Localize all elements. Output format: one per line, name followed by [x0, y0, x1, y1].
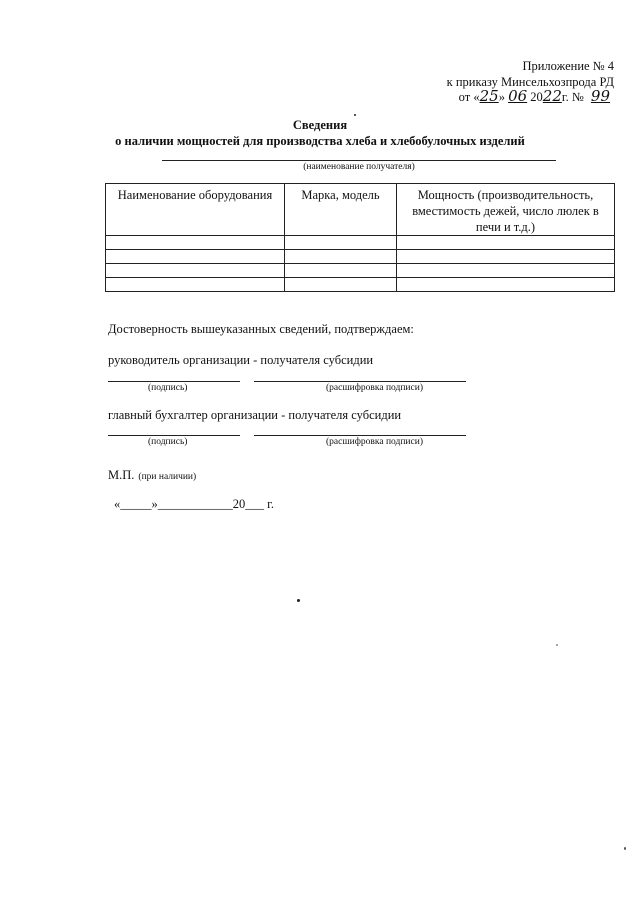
date-close-quote: » — [151, 497, 158, 511]
scan-speck — [556, 644, 558, 646]
order-reference: к приказу Минсельхозпрода РД — [446, 75, 614, 89]
handwritten-day: 25 — [479, 87, 499, 105]
header-capacity: Мощность (производительность, вместимость дежей, число люлек в печи и т.д.) — [397, 184, 615, 236]
close-quote: » — [498, 90, 505, 104]
table-cell[interactable] — [285, 250, 397, 264]
director-name-caption: (расшифровка подписи) — [326, 383, 423, 393]
table-row — [106, 278, 615, 292]
accountant-signature-line[interactable] — [108, 435, 240, 436]
accountant-name-line[interactable] — [254, 435, 466, 436]
accountant-role-label: главный бухгалтер организации - получателя субсидии — [108, 408, 402, 422]
table-cell[interactable] — [106, 264, 285, 278]
table-row — [106, 250, 615, 264]
table-cell[interactable] — [397, 264, 615, 278]
document-title: Сведения — [292, 118, 348, 132]
handwritten-order-number: 99 — [590, 87, 610, 105]
scan-speck — [624, 847, 626, 850]
year-blank: ___ — [245, 497, 264, 511]
accountant-name-caption: (расшифровка подписи) — [326, 437, 423, 447]
handwritten-year: 22 — [542, 87, 562, 105]
table-cell[interactable] — [106, 250, 285, 264]
accountant-signature-caption: (подпись) — [148, 437, 188, 447]
table-cell[interactable] — [397, 236, 615, 250]
table-cell[interactable] — [285, 236, 397, 250]
open-quote: « — [473, 90, 480, 104]
stamp-placeholder — [108, 466, 196, 484]
month-blank: ____________ — [157, 497, 233, 511]
table-cell[interactable] — [397, 250, 615, 264]
director-signature-caption: (подпись) — [148, 383, 188, 393]
confirmation-text: Достоверность вышеуказанных сведений, подтверждаем: — [108, 322, 414, 336]
speck — [354, 114, 356, 116]
table-row — [106, 264, 615, 278]
date-year-unit: г. — [267, 497, 274, 511]
header-brand-model: Марка, модель — [285, 184, 397, 236]
equipment-table — [105, 183, 615, 292]
table-cell[interactable] — [106, 236, 285, 250]
recipient-name-line[interactable] — [162, 160, 556, 161]
table-cell[interactable] — [285, 278, 397, 292]
table-cell[interactable] — [106, 278, 285, 292]
stamp-note: (при наличии) — [138, 472, 197, 482]
date-open-quote: « — [114, 497, 121, 511]
document-subtitle: о наличии мощностей для производства хлеба и хлебобулочных изделий — [115, 134, 525, 148]
scan-speck — [297, 599, 300, 602]
header-equipment-name: Наименование оборудования — [106, 184, 285, 236]
signing-date-line[interactable] — [114, 497, 274, 512]
order-date-line — [459, 88, 614, 105]
date-prefix: от — [458, 90, 471, 104]
director-role-label: руководитель организации - получателя субсидии — [108, 353, 374, 367]
director-signature-line[interactable] — [108, 381, 240, 382]
appendix-label: Приложение № 4 — [522, 59, 614, 73]
day-blank: _____ — [120, 497, 152, 511]
director-name-line[interactable] — [254, 381, 466, 382]
handwritten-month: 06 — [508, 87, 528, 105]
year-unit-number-label: г. № — [561, 90, 584, 104]
table-cell[interactable] — [397, 278, 615, 292]
recipient-caption: (наименование получателя) — [303, 162, 415, 172]
date-year-prefix: 20 — [232, 497, 246, 511]
table-header-row — [106, 184, 615, 236]
table-cell[interactable] — [285, 264, 397, 278]
year-prefix: 20 — [530, 90, 543, 104]
table-row — [106, 236, 615, 250]
stamp-label: М.П. — [108, 468, 135, 482]
